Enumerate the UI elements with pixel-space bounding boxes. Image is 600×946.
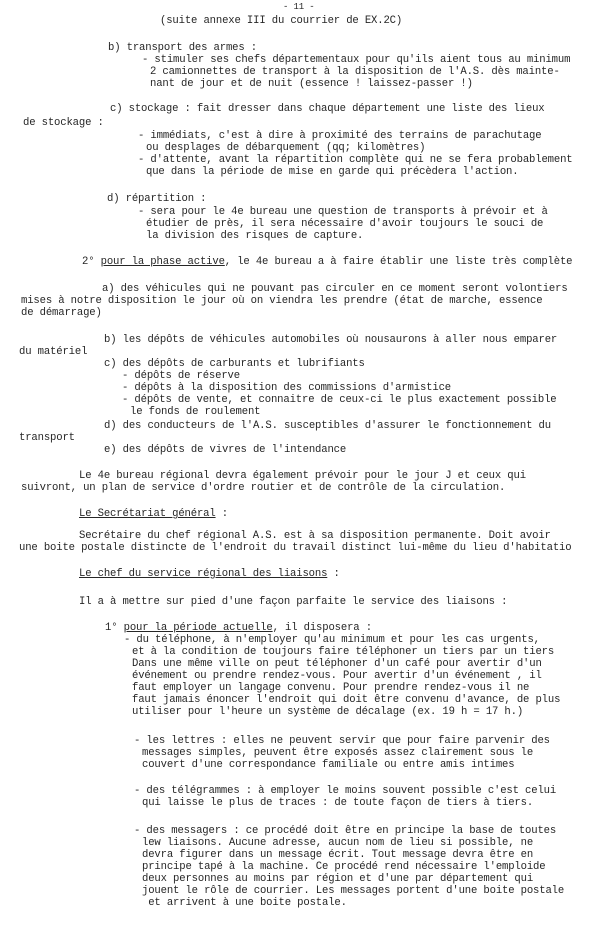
section-c-line: que dans la période de mise en garde qui précèdera l'action.: [146, 166, 519, 178]
period-rest: , il disposera :: [272, 622, 372, 634]
phase-d-cont: transport: [19, 432, 75, 444]
secretariat-line: une boite postale distincte de l'endroit du travail distinct lui-même du lieu d'habitatio: [19, 542, 572, 554]
telephone-line: et à la condition de toujours faire téléphoner un tiers par un tiers: [132, 646, 555, 658]
section-d-line: - sera pour le 4e bureau une question de transports à prévoir et à: [138, 206, 548, 218]
phase-active-rest: , le 4e bureau a à faire établir une liste très complète: [224, 256, 573, 268]
period-number: 1°: [105, 622, 124, 634]
telegrammes-line: qui laisse le plus de traces : de toute façon de tiers à tiers.: [142, 797, 534, 809]
section-c-line: ou desplages de débarquement (qq; kilomètres): [146, 142, 426, 154]
section-c-cont: de stockage :: [23, 117, 104, 129]
section-c-line: - d'attente, avant la répartition complète qui ne se fera probablement: [138, 154, 573, 166]
section-d-label: d) répartition :: [107, 193, 207, 205]
section-d-line: la division des risques de capture.: [146, 230, 364, 242]
bureau-paragraph-line: Le 4e bureau régional devra également prévoir pour le jour J et ceux qui: [79, 470, 526, 482]
liaisons-title: Le chef du service régional des liaisons: [79, 568, 328, 580]
bureau-paragraph-line: suivront, un plan de service d'ordre routier et de contrôle de la circulation.: [21, 482, 506, 494]
section-b-label: b) transport des armes :: [108, 42, 257, 54]
telephone-line: événement ou prendre rendez-vous. Pour avertir d'un événement , il: [132, 670, 542, 682]
page-number: - 11 -: [283, 2, 315, 12]
messagers-line: - des messagers : ce procédé doit être en principe la base de toutes: [134, 825, 557, 837]
lettres-line: messages simples, peuvent être exposés assez clairement sous le: [142, 747, 534, 759]
messagers-line: deux personnes au moins par région et d'une par département qui: [142, 873, 534, 885]
phase-c-line: - dépôts de vente, et connaitre de ceux-ci le plus exactement possible: [122, 394, 557, 406]
phase-c-label: c) des dépôts de carburants et lubrifiants: [104, 358, 365, 370]
phase-active-number: 2°: [82, 256, 101, 268]
period-heading: [105, 622, 372, 634]
phase-c-line: - dépôts de réserve: [122, 370, 240, 382]
messagers-line: jouent le rôle de courrier. Les messages portent d'une boite postale: [142, 885, 565, 897]
telephone-line: - du téléphone, à n'employer qu'au minimum et pour les cas urgents,: [124, 634, 540, 646]
section-d-line: étudier de près, il sera nécessaire d'avoir toujours le souci de: [146, 218, 544, 230]
messagers-line: principe tapé à la machine. Ce procédé rend nécessaire l'emploide: [142, 861, 546, 873]
phase-a-line: de démarrage): [21, 307, 102, 319]
liaisons-heading: [79, 568, 340, 580]
secretariat-line: Secrétaire du chef régional A.S. est à sa disposition permanente. Doit avoir: [79, 530, 551, 542]
telephone-line: faut employer un langage convenu. Pour prendre rendez-vous il ne: [132, 682, 530, 694]
phase-active-title: pour la phase active: [100, 256, 225, 268]
phase-active-heading: [82, 256, 572, 268]
telephone-line: Dans une même ville on peut téléphoner d'un café pour avertir d'un: [132, 658, 542, 670]
secretariat-heading: [79, 508, 228, 520]
phase-b-line: b) les dépôts de véhicules automobiles où nousaurons à aller nous emparer: [104, 334, 558, 346]
phase-a-line: mises à notre disposition le jour où on viendra les prendre (état de marche, essence: [21, 295, 543, 307]
phase-b-cont: du matériel: [19, 346, 88, 358]
lettres-line: - les lettres : elles ne peuvent servir que pour faire parvenir des: [134, 735, 550, 747]
secretariat-title: Le Secrétariat général: [79, 508, 216, 520]
phase-d-line: d) des conducteurs de l'A.S. susceptibles d'assurer le fonctionnement du: [104, 420, 551, 432]
liaisons-intro: Il a à mettre sur pied d'une façon parfaite le service des liaisons :: [79, 596, 508, 608]
document-header: (suite annexe III du courrier de EX.2C): [160, 15, 403, 27]
phase-c-line: - dépôts à la disposition des commissions d'armistice: [122, 382, 451, 394]
telegrammes-line: - des télégrammes : à employer le moins souvent possible c'est celui: [134, 785, 557, 797]
section-b-line: - stimuler ses chefs départementaux pour qu'ils aient tous au minimum: [142, 54, 571, 66]
section-b-line: nant de jour et de nuit (essence ! laissez-passer !): [150, 78, 473, 90]
messagers-line: devra figurer dans un message écrit. Tout message devra être en: [142, 849, 534, 861]
messagers-line: et arrivent à une boite postale.: [142, 897, 347, 909]
period-title: pour la période actuelle: [123, 622, 273, 634]
phase-c-line: le fonds de roulement: [130, 406, 261, 418]
phase-e-line: e) des dépôts de vivres de l'intendance: [104, 444, 347, 456]
section-c-line: - immédiats, c'est à dire à proximité des terrains de parachutage: [138, 130, 542, 142]
heading-colon: :: [327, 568, 340, 580]
messagers-line: lew liaisons. Aucune adresse, aucun nom de lieu si possible, ne: [142, 837, 534, 849]
lettres-line: couvert d'une correspondance familiale ou entre amis intimes: [142, 759, 515, 771]
phase-a-line: a) des véhicules qui ne pouvant pas circuler en ce moment seront volontiers: [102, 283, 568, 295]
section-b-line: 2 camionnettes de transport à la disposition de l'A.S. dès mainte-: [150, 66, 560, 78]
telephone-line: utiliser pour l'heure un système de décalage (ex. 19 h = 17 h.): [132, 706, 524, 718]
heading-colon: :: [215, 508, 228, 520]
telephone-line: faut jamais énoncer l'endroit qui doit être convenu d'avance, de plus: [132, 694, 561, 706]
section-c-label: c) stockage : fait dresser dans chaque département une liste des lieux: [110, 103, 545, 115]
